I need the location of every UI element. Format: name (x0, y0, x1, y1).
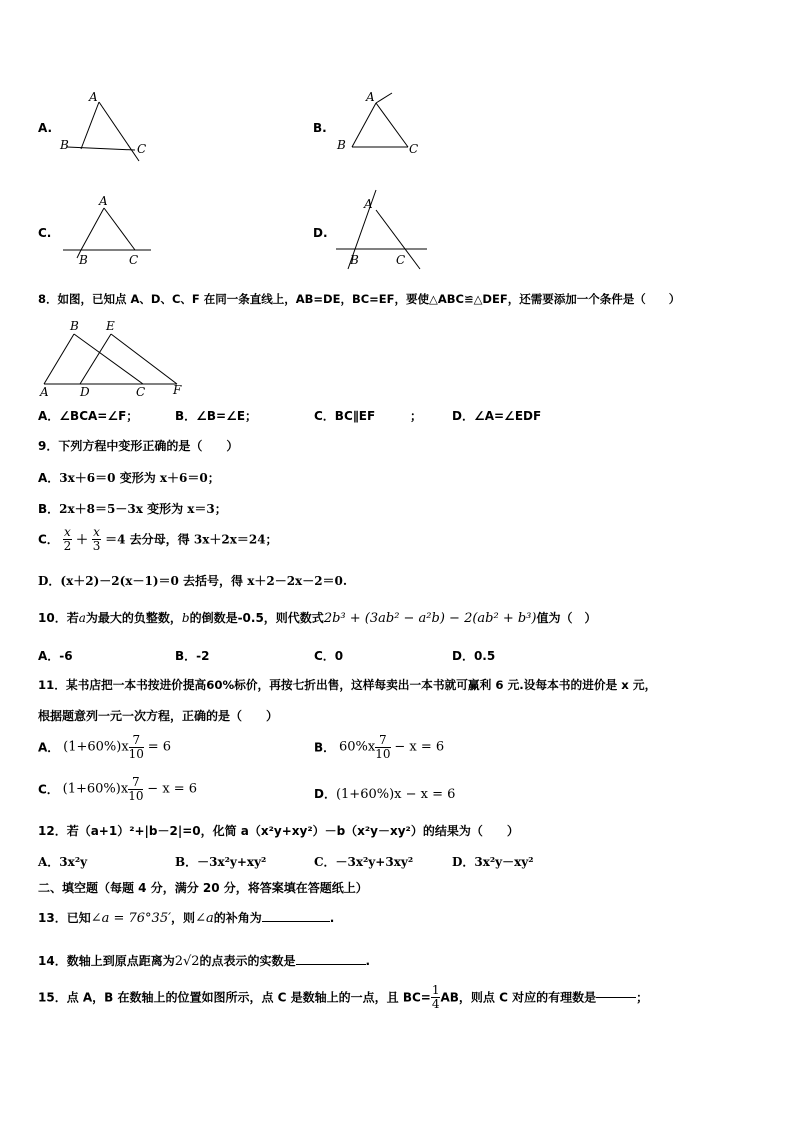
label-c: C (396, 253, 406, 267)
q10-option-a: A．-6 (38, 649, 73, 663)
q8-option-c: C．BC∥EF (314, 409, 376, 423)
q8-option-b: B．∠B=∠E； (175, 409, 258, 423)
q8-option-c-sep: ； (410, 409, 423, 423)
q12-stem: 12．若（a+1）²+|b－2|=0，化简 a（x²y+xy²）－b（x²y－xy²）的结果为（ ） (38, 824, 519, 838)
fig-label-e: E (106, 319, 115, 333)
triangle-figure-c (55, 190, 165, 270)
q11-option-a: A． (1+60%)x $\frac{7}{10}$ = 6 (38, 733, 172, 761)
q9-option-d: D．(x＋2)－2(x－1)＝0 去括号，得 x＋2－2x－2＝0. (38, 574, 348, 588)
q10-option-b: B．-2 (175, 649, 210, 663)
label-b: B (60, 138, 69, 152)
option-a-label: A. (38, 121, 53, 135)
label-c: C (137, 142, 147, 156)
q13-answer-blank[interactable] (262, 921, 330, 922)
q10-stem: 10．若a为最大的负整数，b的倒数是-0.5，则代数式2b³ + (3ab² − a²b) − 2(ab² + b³)值为（ ） (38, 611, 597, 626)
q14: 14．数轴上到原点距离为2√2的点表示的实数是 . (38, 954, 371, 969)
label-b: B (350, 253, 359, 267)
q12-option-b: B．－3x²y+xy² (175, 855, 267, 869)
q11-stem-line2: 根据题意列一元一次方程，正确的是（ ） (38, 709, 279, 723)
q8-figure (36, 316, 196, 398)
triangle-figure-a (55, 85, 165, 165)
label-b: B (79, 253, 88, 267)
q11-option-d: D．(1+60%)x − x = 6 (314, 787, 456, 802)
fig-label-f: F (173, 383, 182, 397)
q9-option-b: B．2x＋8＝5－3x 变形为 x＝3； (38, 502, 227, 516)
q9-option-c: C． $\frac{x}{2}$ ＋ $\frac{x}{3}$ ＝4 去分母，得 3x＋2x＝24； (38, 525, 278, 553)
q11-stem-line1: 11．某书店把一本书按进价提高60%标价，再按七折出售，这样每卖出一本书就可赢利 6 元.设每本书的进价是 x 元， (38, 678, 657, 692)
q9-option-a: A．3x＋6＝0 变形为 x＋6＝0； (38, 471, 220, 485)
q10-option-d: D．0.5 (452, 649, 496, 663)
label-a: A (364, 197, 373, 211)
q12-option-a: A．3x²y (38, 855, 88, 869)
label-b: B (337, 138, 346, 152)
q8-option-d: D．∠A=∠EDF (452, 409, 542, 423)
option-d-label: D. (313, 226, 328, 240)
q10-option-c: C．0 (314, 649, 344, 663)
label-a: A (89, 90, 98, 104)
label-c: C (129, 253, 139, 267)
label-c: C (409, 142, 419, 156)
fig-label-d: D (80, 385, 90, 398)
q11-option-b: B． 60%x $\frac{7}{10}$ − x = 6 (314, 733, 445, 761)
q8-option-a: A．∠BCA=∠F； (38, 409, 139, 423)
q9-stem: 9．下列方程中变形正确的是（ ） (38, 439, 239, 453)
fig-label-b: B (70, 319, 79, 333)
label-a: A (99, 194, 108, 208)
q12-option-c: C．－3x²y+3xy² (314, 855, 414, 869)
option-c-label: C. (38, 226, 52, 240)
option-b-label: B. (313, 121, 327, 135)
fig-label-a: A (40, 385, 49, 398)
q8-stem: 8．如图，已知点 A、D、C、F 在同一条直线上，AB=DE，BC=EF，要使△ABC≌△DEF，还需要添加一个条件是（ ） (38, 292, 681, 306)
q14-answer-blank[interactable] (296, 964, 366, 965)
q13: 13．已知∠a = 76°35′，则∠a的补角为 . (38, 911, 335, 926)
q12-option-d: D．3x²y－xy² (452, 855, 534, 869)
section-heading-fill-blank: 二、填空题（每题 4 分，满分 20 分，将答案填在答题纸上） (38, 881, 368, 895)
label-a: A (366, 90, 375, 104)
q15-answer-blank[interactable] (596, 997, 636, 998)
q11-option-c: C． (1+60%)x $\frac{7}{10}$ − x = 6 (38, 775, 198, 803)
triangle-figure-b (330, 85, 440, 165)
fig-label-c: C (136, 385, 146, 398)
q15: 15．点 A，B 在数轴上的位置如图所示，点 C 是数轴上的一点，且 BC= $\frac{1}{4}$ AB，则点 C 对应的有理数是 ； (38, 983, 649, 1011)
triangle-figure-d (330, 185, 440, 270)
